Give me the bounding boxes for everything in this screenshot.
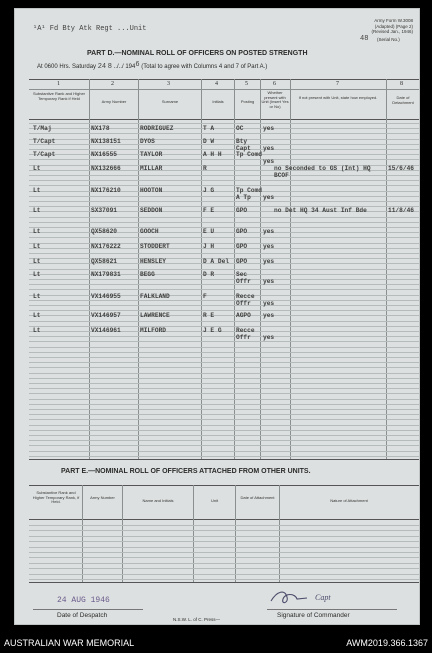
ruled-line	[29, 336, 419, 337]
cell-surname: MILLAR	[140, 165, 163, 172]
col-header-present: Whether present with Unit (Insert Yes or No)	[261, 90, 289, 109]
ruled-line	[29, 435, 419, 436]
ruled-line	[29, 222, 419, 223]
ruled-line	[29, 378, 419, 379]
serial-label: (Serial No.)	[377, 37, 400, 42]
unit-line: ¹A¹ Fd Bty Atk Regt ...Unit	[33, 25, 147, 33]
part-e-bottom-rule	[29, 582, 419, 583]
ruled-line	[29, 536, 419, 537]
form-sheet	[14, 8, 420, 625]
date-day: 24	[97, 63, 107, 71]
cell-rank: Lt	[33, 243, 41, 250]
cell-number: SX37091	[91, 207, 117, 214]
cell-number: VX146957	[91, 312, 121, 319]
part-d-title: PART D.—NOMINAL ROLL OF OFFICERS ON POSTED STRENGTH	[87, 50, 308, 57]
cell-posting: Tp Comd	[236, 151, 262, 158]
ruled-line	[29, 367, 419, 368]
part-e-header-date: Date of Attachment	[240, 495, 275, 500]
ruled-line	[29, 321, 419, 322]
form-reference-line: Army Form W.3008	[374, 18, 413, 23]
cell-present: yes	[263, 312, 275, 319]
at-line-prefix: At 0600 Hrs. Saturday	[37, 64, 97, 70]
ruled-line	[29, 557, 419, 558]
ruled-line	[29, 180, 419, 181]
cell-present: yes	[263, 145, 275, 152]
serial-number: 48	[360, 35, 369, 43]
cell-surname: FALKLAND	[140, 293, 170, 300]
ruled-line	[29, 574, 419, 575]
ruled-line	[29, 430, 419, 431]
cell-initials: D R	[203, 271, 215, 278]
ruled-line	[29, 284, 419, 285]
ruled-line	[29, 362, 419, 363]
col-number: 1	[57, 81, 60, 87]
col-header-posting: Posting	[240, 99, 255, 104]
ruled-line	[29, 133, 419, 134]
cell-number: NX138151	[91, 138, 121, 145]
form-reference-line: (Adapted) (Page 2)	[374, 23, 413, 29]
despatch-label: Date of Despatch	[57, 612, 108, 619]
col-header-initials: Initials	[212, 99, 224, 104]
ruled-line	[29, 456, 419, 457]
date-year: 6	[135, 61, 140, 69]
ruled-line	[29, 217, 419, 218]
cell-surname: SEDDON	[140, 207, 163, 214]
cell-initials: J G	[203, 187, 215, 194]
ruled-line	[29, 149, 419, 150]
cell-surname: MILFORD	[140, 327, 166, 334]
cell-initials: F E	[203, 207, 215, 214]
cell-posting: Recce Offr	[236, 327, 255, 341]
ruled-line	[29, 404, 419, 405]
ruled-line	[29, 525, 419, 526]
cell-posting: AGPO	[236, 312, 251, 319]
cell-rank: Lt	[33, 258, 41, 265]
cell-initials: D A Del	[203, 258, 229, 265]
cell-surname: RODRIGUEZ	[140, 125, 174, 132]
cell-number: NX16555	[91, 151, 117, 158]
part-e-header-nature: Nature of Attachment	[330, 498, 368, 503]
cell-posting: GPO	[236, 207, 248, 214]
number-row-rule	[29, 89, 419, 90]
cell-posting: GPO	[236, 228, 248, 235]
ruled-line	[29, 568, 419, 569]
cell-employed: no Seconded to GS (Int) HQ BCOF	[274, 165, 371, 179]
cell-employed: no Det HQ 34 Aust Inf Bde	[274, 207, 367, 214]
cell-rank: Lt	[33, 271, 41, 278]
ruled-line	[29, 399, 419, 400]
ruled-line	[29, 552, 419, 553]
cell-date: 11/8/46	[388, 207, 414, 214]
despatch-line	[33, 609, 143, 610]
cell-initials: J H	[203, 243, 215, 250]
ruled-line	[29, 123, 419, 124]
col-number: 7	[336, 81, 339, 87]
at-line	[37, 63, 267, 71]
cell-surname: HOOTON	[140, 187, 163, 194]
part-e-header-number: Army Number	[90, 495, 115, 500]
table-bottom-rule	[29, 459, 419, 460]
ruled-line	[29, 440, 419, 441]
ruled-line	[29, 409, 419, 410]
ruled-line	[29, 159, 419, 160]
ruled-line	[29, 373, 419, 374]
ruled-line	[29, 289, 419, 290]
cell-present: yes	[263, 278, 275, 285]
cell-rank: Lt	[33, 312, 41, 319]
cell-number: NX132666	[91, 165, 121, 172]
ruled-line	[29, 352, 419, 353]
cell-rank: T/Maj	[33, 125, 52, 132]
cell-present: yes	[263, 228, 275, 235]
cell-initials: A H H	[203, 151, 222, 158]
header-bottom-rule	[29, 119, 419, 120]
credit-institution: AUSTRALIAN WAR MEMORIAL	[4, 638, 135, 648]
cell-initials: D W	[203, 138, 215, 145]
ruled-line	[29, 563, 419, 564]
at-line-year: ../../ 194	[113, 64, 136, 70]
cell-date: 15/6/46	[388, 165, 414, 172]
cell-initials: R	[203, 165, 207, 172]
ruled-line	[29, 347, 419, 348]
ruled-line	[29, 388, 419, 389]
ruled-line	[29, 237, 419, 238]
cell-surname: HENSLEY	[140, 258, 166, 265]
cell-number: VX146961	[91, 327, 121, 334]
part-e-top-rule	[29, 485, 419, 486]
archive-credit-bar	[0, 634, 432, 653]
col-number: 6	[273, 81, 276, 87]
cell-posting: GPO	[236, 258, 248, 265]
ruled-line	[29, 530, 419, 531]
despatch-stamp: 24 AUG 1946	[57, 596, 110, 605]
col-header-date: Date of Detachment	[392, 95, 414, 105]
cell-posting: Tp Comd A Tp	[236, 187, 262, 201]
cell-rank: Lt	[33, 187, 41, 194]
commander-signature	[267, 587, 347, 609]
ruled-line	[29, 414, 419, 415]
cell-present: yes	[263, 258, 275, 265]
cell-initials: T A	[203, 125, 215, 132]
ruled-line	[29, 357, 419, 358]
cell-surname: LAWRENCE	[140, 312, 170, 319]
ruled-line	[29, 541, 419, 542]
cell-rank: Lt	[33, 207, 41, 214]
cell-rank: T/Capt	[33, 138, 56, 145]
form-reference	[371, 18, 413, 35]
date-month: 8	[107, 63, 112, 71]
cell-number: NX176222	[91, 243, 121, 250]
ruled-line	[29, 279, 419, 280]
cell-posting: Recce Offr	[236, 293, 255, 307]
signature-line	[267, 609, 397, 610]
cell-surname: BEGG	[140, 271, 155, 278]
cell-posting: GPO	[236, 243, 248, 250]
cell-initials: J E G	[203, 327, 222, 334]
credit-accession: AWM2019.366.1367	[346, 638, 428, 648]
printer-imprint: N.S.W. L. of C. Press—	[173, 617, 221, 622]
cell-initials: E U	[203, 228, 215, 235]
cell-present: yes	[263, 334, 275, 341]
signature-label: Signature of Commander	[277, 612, 350, 619]
part-e-header-rank: Substantive Rank and Higher Temporary Rank, if Held.	[32, 490, 80, 504]
cell-surname: GOOCH	[140, 228, 159, 235]
cell-number: VX146955	[91, 293, 121, 300]
ruled-line	[29, 547, 419, 548]
signature-rank: Capt	[315, 593, 331, 602]
cell-rank: Lt	[33, 327, 41, 334]
cell-present: yes	[263, 300, 275, 307]
at-line-suffix: (Total to agree with Columns 4 and 7 of Part A.)	[141, 64, 268, 70]
cell-initials: F	[203, 293, 207, 300]
col-number: 4	[215, 81, 218, 87]
cell-surname: STODDERT	[140, 243, 170, 250]
cell-present: yes	[263, 158, 275, 165]
ruled-line	[29, 201, 419, 202]
part-e-header-name: Name and Initials	[142, 498, 174, 503]
ruled-line	[29, 445, 419, 446]
ruled-line	[29, 269, 419, 270]
cell-posting: OC	[236, 125, 244, 132]
col-number: 5	[245, 81, 248, 87]
cell-number: NX176210	[91, 187, 121, 194]
ruled-line	[29, 393, 419, 394]
ruled-line	[29, 341, 419, 342]
ruled-line	[29, 579, 419, 580]
ruled-line	[29, 305, 419, 306]
ruled-line	[29, 419, 419, 420]
ruled-line	[29, 425, 419, 426]
col-header-employed: If not present with Unit, state how employed.	[298, 95, 378, 100]
col-number: 2	[111, 81, 114, 87]
part-e-title: PART E.—NOMINAL ROLL OF OFFICERS ATTACHED FROM OTHER UNITS.	[61, 468, 311, 475]
cell-number: QX58620	[91, 228, 117, 235]
ruled-line	[29, 253, 419, 254]
cell-posting: Bty Capt	[236, 138, 251, 152]
col-header-rank: Substantive Rank and Higher Temporary Rank if Held	[32, 91, 86, 101]
cell-rank: Lt	[33, 228, 41, 235]
cell-present: yes	[263, 194, 275, 201]
cell-rank: Lt	[33, 165, 41, 172]
cell-posting: Sec Offr	[236, 271, 251, 285]
cell-surname: TAYLOR	[140, 151, 163, 158]
col-number: 8	[400, 81, 403, 87]
col-header-surname: Surname	[161, 99, 179, 104]
cell-rank: Lt	[33, 293, 41, 300]
cell-surname: DYOS	[140, 138, 155, 145]
part-e-header-unit: Unit	[210, 498, 219, 503]
table-top-rule	[29, 79, 419, 80]
form-reference-line: (Revised Jan., 1946)	[371, 29, 413, 34]
ruled-line	[29, 451, 419, 452]
part-e-header-rule	[29, 519, 419, 520]
cell-initials: R E	[203, 312, 215, 319]
col-header-army-number: Army Number	[101, 99, 127, 104]
cell-number: QX58621	[91, 258, 117, 265]
cell-number: NX179831	[91, 271, 121, 278]
cell-present: yes	[263, 243, 275, 250]
cell-number: NX178	[91, 125, 110, 132]
cell-rank: T/Capt	[33, 151, 56, 158]
cell-present: yes	[263, 125, 275, 132]
ruled-line	[29, 383, 419, 384]
ruled-line	[29, 196, 419, 197]
col-number: 3	[167, 81, 170, 87]
